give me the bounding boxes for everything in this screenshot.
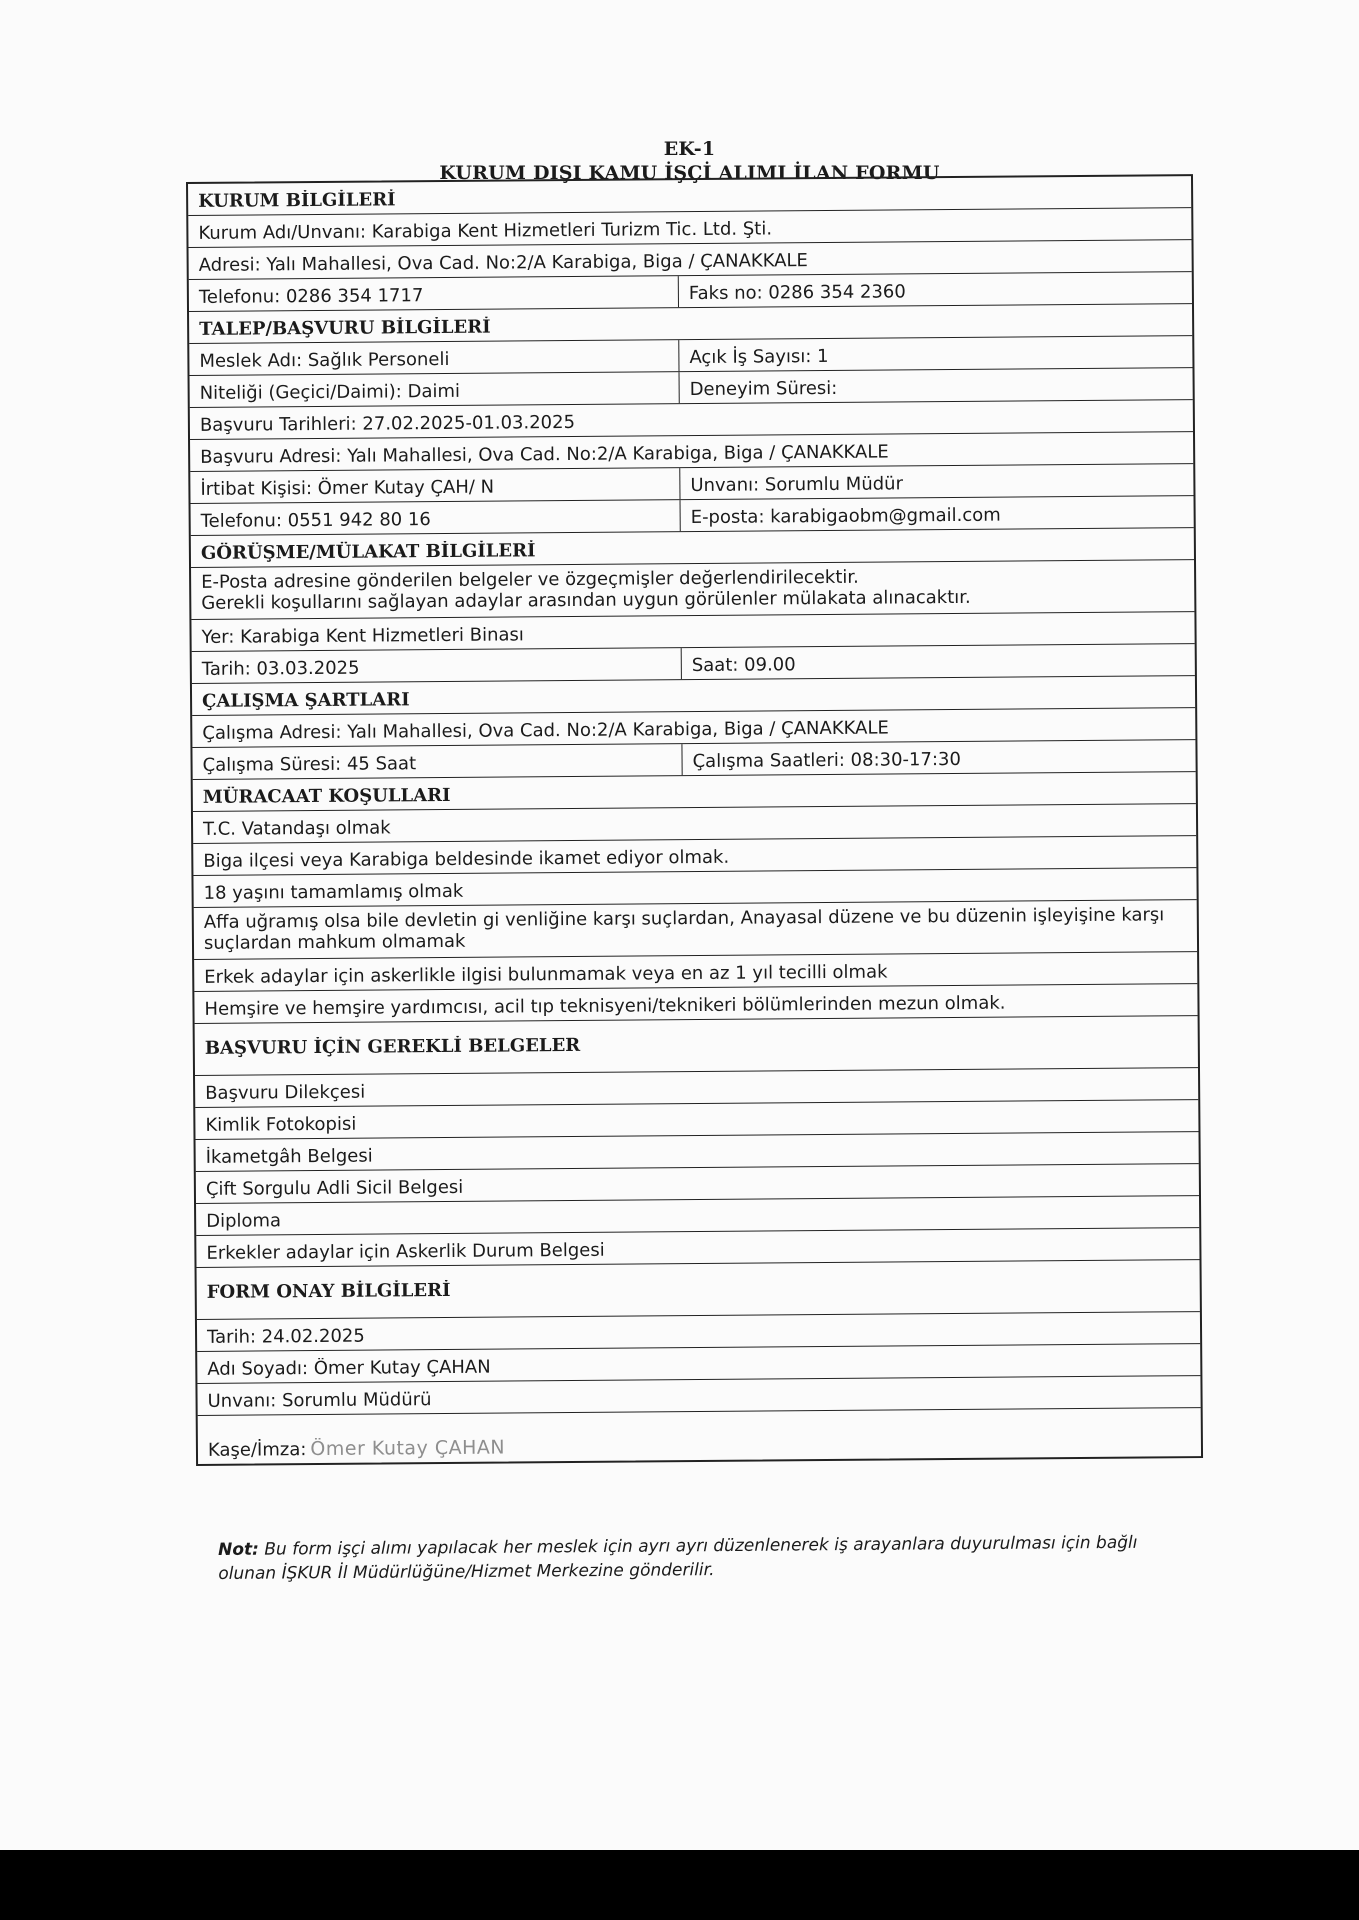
deneyim-suresi: Deneyim Süresi: xyxy=(689,377,838,401)
gorusme-yeri: Yer: Karabiga Kent Hizmetleri Binası xyxy=(201,624,524,648)
gorusme-aciklama-1: E-Posta adresine gönderilen belgeler ve özgeçmişler değerlendirilecektir. xyxy=(201,566,859,593)
kurum-telefon: Telefonu: 0286 354 1717 xyxy=(189,276,679,311)
list-item xyxy=(194,900,1197,960)
gorusme-aciklama-row xyxy=(191,560,1194,620)
gorusme-saati: Saat: 09.00 xyxy=(691,654,796,677)
onay-imza-row xyxy=(198,1408,1201,1464)
meslek-adi: Meslek Adı: Sağlık Personeli xyxy=(189,340,679,375)
kurum-adi: Kurum Adı/Unvanı: Karabiga Kent Hizmetleri Turizm Tic. Ltd. Şti. xyxy=(198,218,773,244)
irtibat-unvani: Unvanı: Sorumlu Müdür xyxy=(690,473,904,497)
irtibat-eposta: E-posta: karabigaobm@gmail.com xyxy=(690,504,1001,529)
gorusme-aciklama xyxy=(191,564,1194,616)
basvuru-tarihleri: Başvuru Tarihleri: 27.02.2025-01.03.2025 xyxy=(199,411,576,436)
kosul-4: Affa uğramış olsa bile devletin gi venliğine karşı suçlardan, Anayasal düzene ve bu düzenin işleyişine karşı suçlardan mahkum olmamak xyxy=(203,903,1165,954)
calisma-adresi: Çalışma Adresi: Yalı Mahallesi, Ova Cad. No:2/A Karabiga, Biga / ÇANAKKALE xyxy=(202,717,889,744)
note-label: Not: xyxy=(218,1539,260,1560)
irtibat-telefon: Telefonu: 0551 942 80 16 xyxy=(191,500,681,535)
section-title: BAŞVURU İÇİN GEREKLİ BELGELER xyxy=(204,1034,581,1059)
section-onay xyxy=(197,1260,1200,1320)
kase-imza-label: Kaşe/İmza: xyxy=(207,1439,307,1461)
section-title: KURUM BİLGİLERİ xyxy=(198,189,396,212)
announcement-form xyxy=(186,174,1203,1466)
belge-1: Başvuru Dilekçesi xyxy=(205,1081,366,1104)
calisma-suresi: Çalışma Süresi: 45 Saat xyxy=(192,744,682,779)
section-title: ÇALIŞMA ŞARTLARI xyxy=(201,689,410,712)
annex-label: EK-1 xyxy=(663,138,716,160)
section-title: FORM ONAY BİLGİLERİ xyxy=(206,1279,451,1303)
section-title: MÜRACAAT KOŞULLARI xyxy=(202,784,451,808)
niteligi: Niteliği (Geçici/Daimi): Daimi xyxy=(190,372,680,407)
onay-adi-soyadi: Adı Soyadı: Ömer Kutay ÇAHAN xyxy=(207,1356,491,1380)
kurum-adres: Adresi: Yalı Mahallesi, Ova Cad. No:2/A Karabiga, Biga / ÇANAKKALE xyxy=(198,250,808,276)
belge-4: Çift Sorgulu Adli Sicil Belgesi xyxy=(205,1176,464,1200)
irtibat-kisisi: İrtibat Kişisi: Ömer Kutay ÇAH/ N xyxy=(190,468,680,503)
gorusme-aciklama-2: Gerekli koşullarını sağlayan adaylar arasından uygun görülenler mülakata alınacaktır. xyxy=(201,586,971,614)
form-title: KURUM DIŞI KAMU İŞÇİ ALIMI İLAN FORMU xyxy=(439,162,940,184)
kosul-3: 18 yaşını tamamlamış olmak xyxy=(203,880,464,904)
belge-5: Diploma xyxy=(206,1210,282,1232)
note-text: Bu form işçi alımı yapılacak her meslek için ayrı ayrı düzenlenerek iş arayanlara duyurulması için bağlı olunan İŞKUR İl Müdürlüğüne/Hizmet Merkezine gönderilir. xyxy=(218,1532,1138,1584)
section-title: TALEP/BAŞVURU BİLGİLERİ xyxy=(199,316,491,340)
kosul-5: Erkek adaylar için askerlikle ilgisi bulunmamak veya en az 1 yıl tecilli olmak xyxy=(204,961,888,988)
kurum-faks: Faks no: 0286 354 2360 xyxy=(688,281,906,305)
footnote xyxy=(218,1530,1178,1586)
gorusme-tarihi: Tarih: 03.03.2025 xyxy=(192,648,682,683)
belge-6: Erkekler adaylar için Askerlik Durum Belgesi xyxy=(206,1239,605,1264)
kosul-2: Biga ilçesi veya Karabiga beldesinde ikamet ediyor olmak. xyxy=(203,846,730,872)
kosul-1: T.C. Vatandaşı olmak xyxy=(203,817,391,840)
section-belgeler xyxy=(195,1016,1198,1076)
acik-is-sayisi: Açık İş Sayısı: 1 xyxy=(689,345,829,369)
section-title: GÖRÜŞME/MÜLAKAT BİLGİLERİ xyxy=(200,540,536,564)
basvuru-adresi: Başvuru Adresi: Yalı Mahallesi, Ova Cad. No:2/A Karabiga, Biga / ÇANAKKALE xyxy=(200,441,889,468)
belge-2: Kimlik Fotokopisi xyxy=(205,1113,357,1136)
onay-tarihi: Tarih: 24.02.2025 xyxy=(206,1325,365,1348)
calisma-saatleri: Çalışma Saatleri: 08:30-17:30 xyxy=(692,748,961,773)
belge-3: İkametgâh Belgesi xyxy=(205,1145,373,1168)
kosul-6: Hemşire ve hemşire yardımcısı, acil tıp teknisyeni/teknikeri bölümlerinden mezun olmak. xyxy=(204,992,1006,1020)
onay-unvani: Unvanı: Sorumlu Müdürü xyxy=(207,1389,432,1412)
stamp-text: Ömer Kutay ÇAHAN xyxy=(310,1436,506,1461)
kase-imza xyxy=(198,1431,1201,1464)
